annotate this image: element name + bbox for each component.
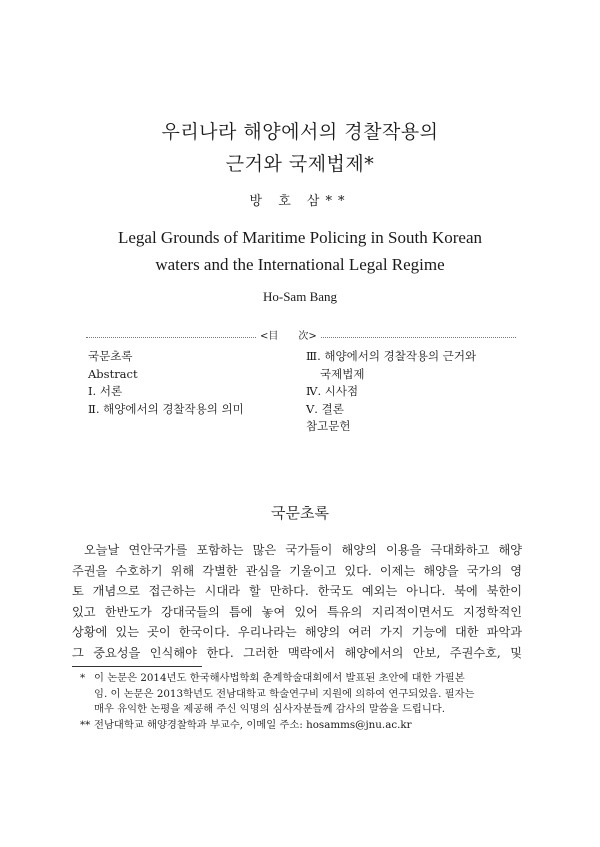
footnote-divider xyxy=(72,666,202,667)
body-line: 그 중요성을 인식해야 한다. 그러한 맥락에서 해양에서의 안보, 주권수호, 및 xyxy=(72,645,522,660)
english-title-line-1: Legal Grounds of Maritime Policing in South Korean xyxy=(117,228,483,247)
body-line: 주권을 수호하기 위해 각별한 관심을 기울이고 있다. 이제는 해양을 국가의 영 xyxy=(72,563,522,578)
footnotes xyxy=(80,671,522,733)
korean-author: 방 호 삼** xyxy=(249,194,351,209)
korean-title-line-2: 근거와 국제법제* xyxy=(225,153,375,175)
body-line: 있고 한반도가 강대국들의 틈에 놓여 있어 특유의 지리적이면서도 지정학적인 xyxy=(72,604,522,619)
footnote-2 xyxy=(80,718,522,734)
toc-left-column xyxy=(86,348,298,436)
toc-item[interactable]: Ⅴ. 결론 xyxy=(306,401,344,416)
toc-item[interactable]: 참고문헌 xyxy=(306,419,351,433)
table-of-contents xyxy=(86,330,516,436)
footnote-line: 전남대학교 해양경찰학과 부교수, 이메일 주소: hosamms@jnu.ac.kr xyxy=(94,718,412,731)
toc-item[interactable]: Ⅳ. 시사점 xyxy=(306,384,359,398)
toc-item[interactable]: Abstract xyxy=(88,366,138,381)
abstract-body xyxy=(72,540,522,663)
body-line: 토 개념으로 접근하는 시대라 할 만하다. 한국도 예외는 아니다. 북에 북한이 xyxy=(72,584,522,598)
korean-title xyxy=(0,116,600,180)
toc-item[interactable]: Ⅰ. 서론 xyxy=(88,384,123,398)
toc-header xyxy=(86,330,516,344)
footnote-mark: ** xyxy=(80,718,91,731)
korean-title-line-1: 우리나라 해양에서의 경찰작용의 xyxy=(161,121,439,143)
english-title-line-2: waters and the International Legal Regime xyxy=(155,255,445,274)
footnote-mark: * xyxy=(80,672,86,684)
english-title xyxy=(0,224,600,278)
footnote-line: 이 논문은 2014년도 한국해사법학회 춘계학술대회에서 발표된 초안에 대한 가필본 xyxy=(94,672,465,684)
footnote-line: 임. 이 논문은 2013학년도 전남대학교 학술연구비 지원에 의하여 연구되었음. 필자는 xyxy=(94,687,475,700)
toc-item-continuation[interactable]: 국제법제 xyxy=(320,366,365,381)
toc-right-column xyxy=(298,348,516,436)
toc-item[interactable]: Ⅲ. 해양에서의 경찰작용의 근거와 xyxy=(306,349,477,363)
footnote-line: 매우 유익한 논평을 제공해 주신 익명의 심사자분들께 감사의 말씀을 드립니다. xyxy=(94,703,446,715)
body-line: 상황에 있는 곳이 한국이다. 우리나라는 해양의 여러 가지 기능에 대한 파악과 xyxy=(72,625,522,639)
toc-item[interactable]: Ⅱ. 해양에서의 경찰작용의 의미 xyxy=(88,401,244,416)
toc-label: <目 次> xyxy=(257,330,320,344)
footnote-1 xyxy=(80,671,522,718)
section-heading-abstract: 국문초록 xyxy=(271,504,329,522)
body-line: 오늘날 연안국가를 포함하는 많은 국가들이 해양의 이용을 극대화하고 해양 xyxy=(84,543,522,557)
english-author: Ho-Sam Bang xyxy=(262,289,338,304)
toc-item[interactable]: 국문초록 xyxy=(88,349,133,363)
